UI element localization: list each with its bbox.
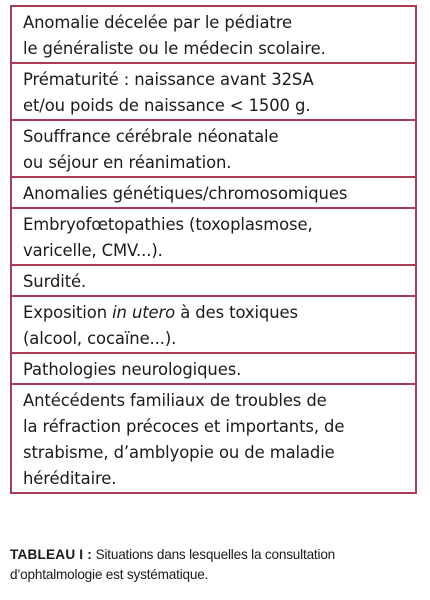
row-text-line: le généraliste ou le médecin scolaire. [23,39,326,58]
row-text-line: Embryofœtopathies (toxoplasmose, [23,215,313,234]
row-text-line: héréditaire. [23,469,117,488]
table-row [12,119,415,176]
row-text-line: Souffrance cérébrale néonatale [23,127,279,146]
row-text-line: Antécédents familiaux de troubles de [23,391,327,410]
row-text-line: Pathologies neurologiques. [23,360,242,379]
caption-label: TABLEAU I : [10,547,92,562]
table-row [12,207,415,264]
caption-text: Situations dans lesquelles la consultation d’ophtalmologie est systématique. [10,547,336,582]
row-text-line: et/ou poids de naissance < 1500 g. [23,96,311,115]
row-text-line: Prématurité : naissance avant 32SA [23,70,314,89]
table-row [12,352,415,383]
row-text-segment: à des toxiques [175,303,298,322]
table-row [12,176,415,207]
table-row [12,295,415,352]
situations-table [10,5,417,494]
row-text-line: Anomalies génétiques/chromosomiques [23,184,348,203]
row-text-line: (alcool, cocaïne...). [23,329,177,348]
table-row [12,62,415,119]
row-text-line: Anomalie décelée par le pédiatre [23,13,292,32]
row-text-line: la réfraction précoces et importants, de [23,417,345,436]
table-caption [10,545,425,585]
row-text-line-mixed [23,300,407,326]
row-text-line: ou séjour en réanimation. [23,153,232,172]
row-text-line: Surdité. [23,272,87,291]
italic-term: in utero [112,303,176,322]
row-text-line: varicelle, CMV...). [23,241,163,260]
row-text-line: strabisme, d’amblyopie ou de maladie [23,443,335,462]
row-text-segment: Exposition [23,303,113,322]
table-row [12,7,415,62]
table-row [12,383,415,492]
table-row [12,264,415,295]
